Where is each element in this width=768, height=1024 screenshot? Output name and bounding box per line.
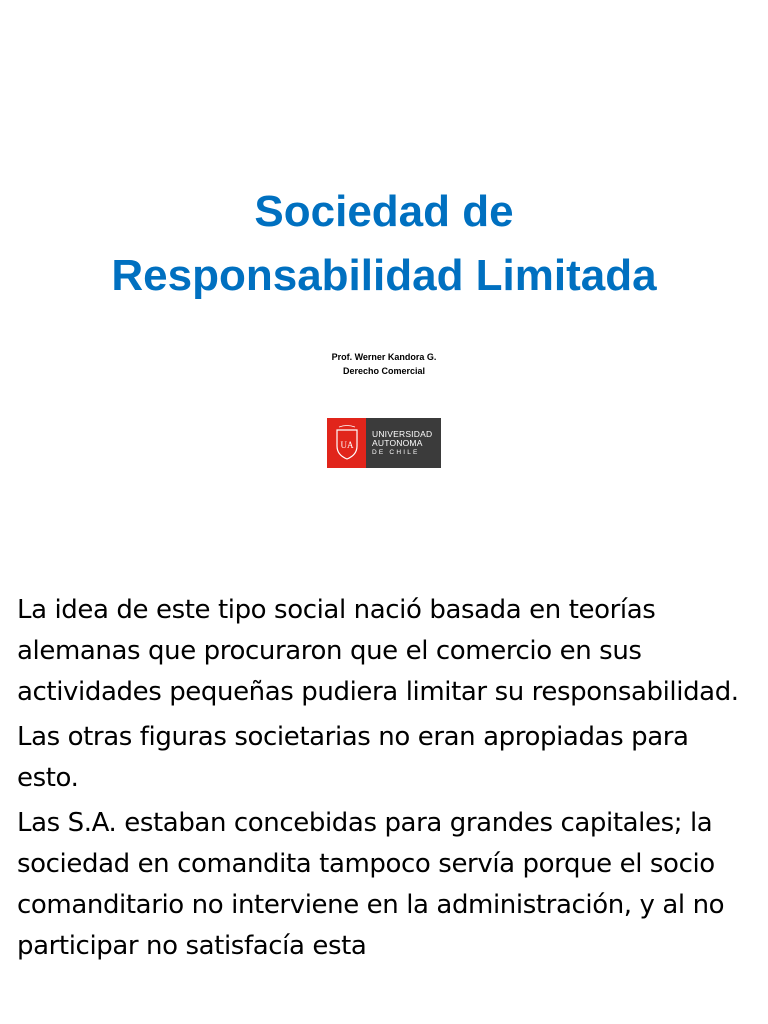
slide-title-line-1: Sociedad de bbox=[254, 187, 514, 236]
author-name: Prof. Werner Kandora G. bbox=[331, 352, 437, 362]
paragraph-3: Las S.A. estaban concebidas para grandes capitales; la sociedad en comandita tampoco servía porque el socio comanditario no interviene en la administración, y al no participar no satisfacía esta bbox=[17, 808, 725, 961]
paragraph-2: Las otras figuras societarias no eran apropiadas para esto. bbox=[17, 722, 689, 793]
logo-monogram: UA bbox=[340, 440, 353, 450]
shield-icon bbox=[333, 424, 361, 462]
logo-line-3: DE CHILE bbox=[372, 448, 420, 456]
course-name: Derecho Comercial bbox=[342, 366, 426, 376]
logo-line-2: AUTONOMA bbox=[372, 437, 423, 448]
author-block bbox=[0, 350, 768, 378]
logo-line-1: UNIVERSIDAD bbox=[372, 428, 433, 439]
slide-title-line-2: Responsabilidad Limitada bbox=[111, 251, 657, 300]
logo-shield-icon bbox=[327, 418, 366, 468]
slide-title bbox=[0, 180, 768, 308]
logo-wordmark bbox=[366, 418, 441, 468]
university-logo bbox=[327, 418, 441, 468]
paragraph-1: La idea de este tipo social nació basada en teorías alemanas que procuraron que el comercio en sus actividades pequeñas pudiera limitar su responsabilidad. bbox=[17, 595, 739, 707]
body-text bbox=[17, 590, 757, 971]
